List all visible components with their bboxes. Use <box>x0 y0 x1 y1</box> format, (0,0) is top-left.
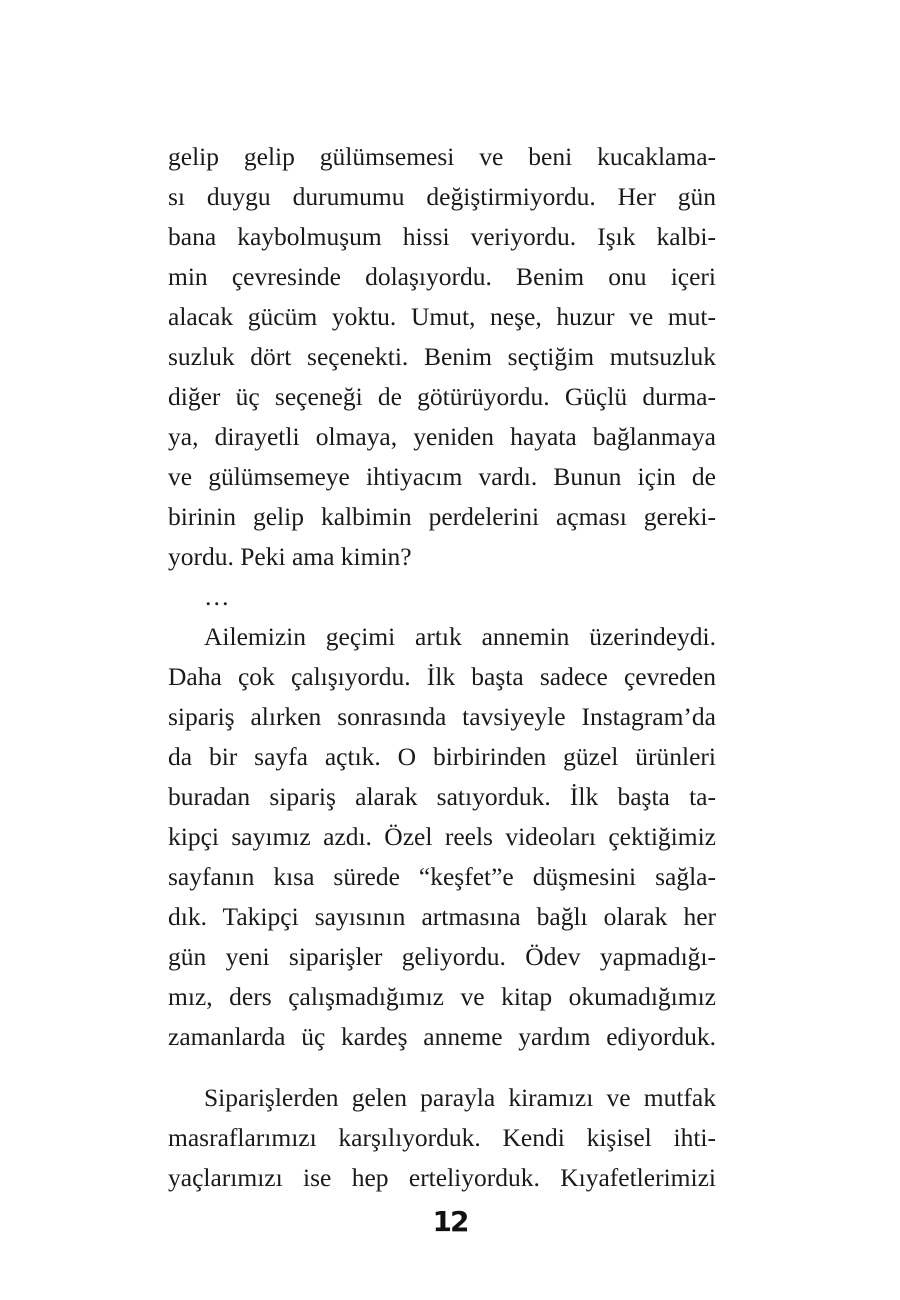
text-line: sipariş alırken sonrasında tavsiyeyle Instagram’da <box>168 702 716 731</box>
text-line: Siparişlerden gelen parayla kiramızı ve mutfak <box>204 1083 716 1112</box>
text-line: masraflarımızı karşılıyorduk. Kendi kişisel ihti- <box>168 1123 716 1152</box>
text-line: suzluk dört seçenekti. Benim seçtiğim mutsuzluk <box>168 342 716 371</box>
text-line: sayfanın kısa sürede “keşfet”e düşmesini sağla- <box>168 862 716 891</box>
text-line: dık. Takipçi sayısının artmasına bağlı olarak her <box>168 902 716 931</box>
text-line: da bir sayfa açtık. O birbirinden güzel ürünleri <box>168 742 716 771</box>
text-line: bana kaybolmuşum hissi veriyordu. Işık kalbi- <box>168 222 716 251</box>
text-line: yordu. Peki ama kimin? <box>168 542 412 571</box>
text-line: buradan sipariş alarak satıyorduk. İlk başta ta- <box>168 782 716 811</box>
body-text <box>168 137 716 1198</box>
text-line: mız, ders çalışmadığımız ve kitap okumadığımız <box>168 982 716 1011</box>
text-line: gelip gelip gülümsemesi ve beni kucaklama- <box>168 142 716 171</box>
text-line: Ailemizin geçimi artık annemin üzerindeydi. <box>204 622 716 651</box>
text-line: kipçi sayımız azdı. Özel reels videoları çektiğimiz <box>168 822 716 851</box>
text-line: Daha çok çalışıyordu. İlk başta sadece çevreden <box>168 662 716 691</box>
text-line: min çevresinde dolaşıyordu. Benim onu içeri <box>168 262 716 291</box>
text-line: zamanlarda üç kardeş anneme yardım ediyorduk. <box>168 1022 716 1051</box>
page-number: 12 <box>432 1205 468 1238</box>
section-break: … <box>204 582 230 611</box>
text-line: gün yeni siparişler geliyordu. Ödev yapmadığı- <box>168 942 716 971</box>
text-line: yaçlarımızı ise hep erteliyorduk. Kıyafetlerimizi <box>168 1163 716 1192</box>
text-line: birinin gelip kalbimin perdelerini açması gereki- <box>168 502 716 531</box>
text-line: diğer üç seçeneği de götürüyordu. Güçlü durma- <box>168 382 716 411</box>
text-line: ya, dirayetli olmaya, yeniden hayata bağlanmaya <box>168 422 716 451</box>
text-line: sı duygu durumumu değiştirmiyordu. Her gün <box>168 182 716 211</box>
text-line: ve gülümsemeye ihtiyacım vardı. Bunun için de <box>168 462 716 491</box>
text-line: alacak gücüm yoktu. Umut, neşe, huzur ve mut- <box>168 302 716 331</box>
